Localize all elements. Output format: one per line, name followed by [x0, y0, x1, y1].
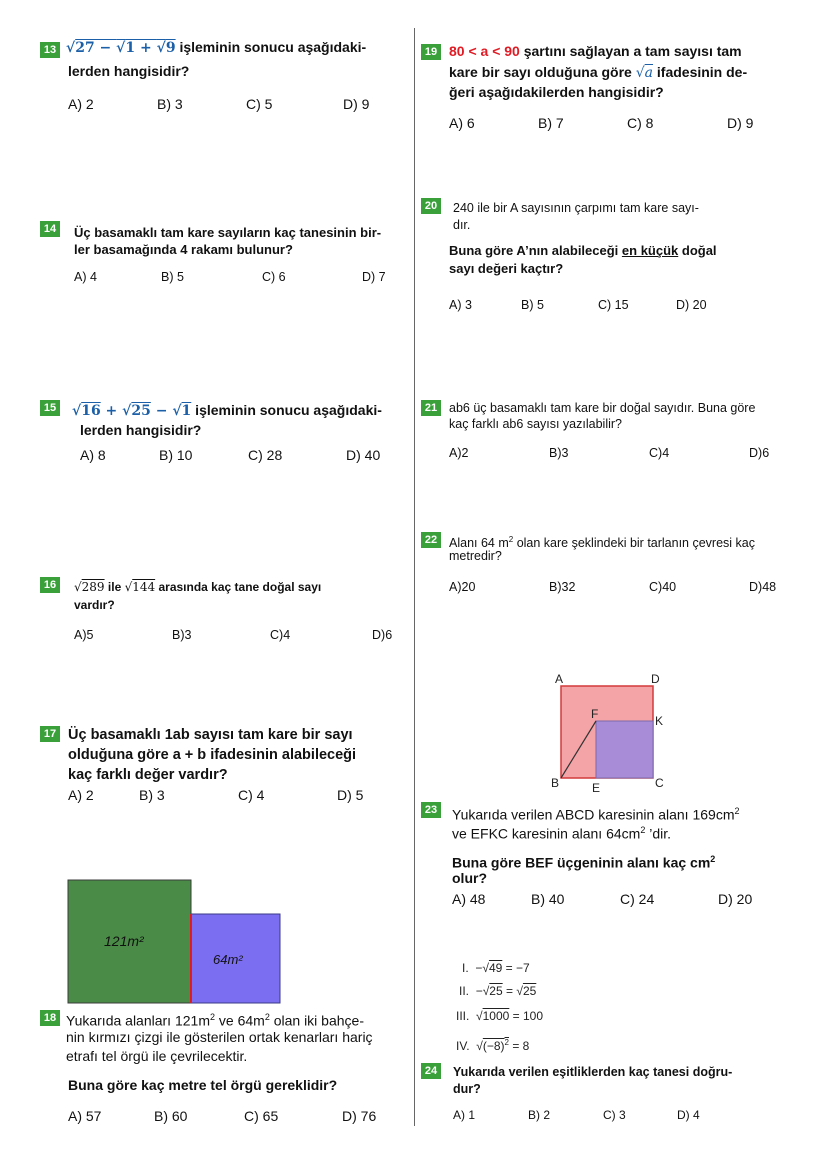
question-stem-line2: lerden hangisidir? — [68, 63, 190, 79]
expression: √16 + √25 − √1 — [72, 403, 192, 419]
option-d[interactable]: D)6 — [749, 446, 770, 460]
label-a: A — [555, 672, 564, 686]
answer-options — [68, 787, 388, 805]
small-square-label: 64m² — [213, 952, 243, 967]
option-d[interactable]: D) 4 — [677, 1108, 700, 1122]
option-c[interactable]: C) 6 — [262, 270, 286, 284]
answer-options — [453, 1108, 783, 1126]
answer-options — [449, 115, 779, 133]
option-c[interactable]: C) 65 — [244, 1108, 279, 1124]
option-a[interactable]: A) 2 — [68, 787, 94, 803]
question-stem-line2: kare bir sayı olduğuna göre √a ifadesinin de- — [449, 64, 748, 81]
option-a[interactable]: A) 3 — [449, 298, 472, 312]
answer-options — [449, 446, 779, 464]
question-stem: Üç basamaklı tam kare sayıların kaç tanesinin bir- — [74, 225, 382, 240]
label-c: C — [655, 776, 664, 790]
question-number: 24 — [421, 1063, 441, 1079]
question-stem: Üç basamaklı 1ab sayısı tam kare bir sayı — [68, 727, 353, 743]
question-stem: Yukarıda verilen eşitliklerden kaç tanesi doğru- — [453, 1065, 733, 1079]
question-prompt-line2: sayı değeri kaçtır? — [449, 261, 564, 276]
option-a[interactable]: A) 57 — [68, 1108, 102, 1124]
option-a[interactable]: A)2 — [449, 446, 469, 460]
question-stem-line2: ve EFKC karesinin alanı $64cm^2$ ’dir. — [452, 825, 672, 842]
option-c[interactable]: C) 28 — [248, 447, 283, 463]
gardens-figure — [66, 878, 286, 1008]
label-f: F — [591, 707, 599, 721]
question-stem-line2: metredir? — [449, 549, 502, 563]
option-d[interactable]: D) 20 — [718, 891, 753, 907]
answer-options — [68, 96, 398, 114]
big-square-label: 121m² — [104, 933, 144, 949]
question-stem-line2: vardır? — [74, 598, 115, 612]
option-a[interactable]: A) 4 — [74, 270, 97, 284]
question-prompt-line2: olur? — [452, 870, 487, 886]
option-a[interactable]: A) 2 — [68, 96, 94, 112]
option-b[interactable]: B) 2 — [528, 1108, 551, 1122]
question-number: 18 — [40, 1010, 60, 1026]
statement-3: III. √1000 = 100 — [456, 1009, 544, 1023]
option-b[interactable]: B) 7 — [538, 115, 564, 131]
label-b: B — [551, 776, 560, 790]
option-d[interactable]: D) 5 — [337, 787, 364, 803]
option-c[interactable]: C) 8 — [627, 115, 654, 131]
option-b[interactable]: B) 5 — [521, 298, 544, 312]
option-c[interactable]: C)40 — [649, 580, 677, 594]
option-a[interactable]: A) 48 — [452, 891, 486, 907]
option-c[interactable]: C) 24 — [620, 891, 655, 907]
question-stem-line3: ğeri aşağıdakilerden hangisidir? — [449, 84, 664, 100]
option-a[interactable]: A)5 — [74, 628, 94, 642]
question-stem-line2: lerden hangisidir? — [80, 422, 202, 438]
question-stem: Alanı 64 $m^2$ olan kare şeklindeki bir tarlanın çevresi kaç — [449, 535, 755, 551]
question-stem: Yukarıda verilen ABCD karesinin alanı $169cm^2$ — [452, 806, 740, 823]
answer-options — [80, 447, 400, 465]
question-prompt: Buna göre kaç metre tel örgü gereklidir? — [68, 1077, 338, 1093]
option-b[interactable]: B)3 — [172, 628, 192, 642]
option-b[interactable]: B)3 — [549, 446, 569, 460]
option-d[interactable]: D)48 — [749, 580, 777, 594]
question-stem-line2: dur? — [453, 1082, 481, 1096]
question-number: 15 — [40, 400, 60, 416]
question-number: 23 — [421, 802, 441, 818]
answer-options — [449, 298, 779, 316]
question-number: 13 — [40, 42, 60, 58]
option-b[interactable]: B) 3 — [139, 787, 165, 803]
option-d[interactable]: D) 7 — [362, 270, 386, 284]
question-stem-line3: etrafı tel örgü ile çevrilecektir. — [66, 1048, 248, 1064]
statement-1: I. −√49 = −7 — [462, 961, 530, 975]
option-a[interactable]: A) 1 — [453, 1108, 476, 1122]
question-stem-line2: ler basamağında 4 rakamı bulunur? — [74, 242, 293, 257]
question-stem: 240 ile bir A sayısının çarpımı tam kare sayı- — [453, 201, 699, 215]
label-e: E — [592, 781, 601, 795]
option-b[interactable]: B) 5 — [161, 270, 184, 284]
option-c[interactable]: C) 15 — [598, 298, 629, 312]
question-number: 19 — [421, 44, 441, 60]
answer-options — [74, 628, 394, 646]
question-number: 17 — [40, 726, 60, 742]
option-a[interactable]: A) 6 — [449, 115, 475, 131]
option-d[interactable]: D) 20 — [676, 298, 707, 312]
option-b[interactable]: B) 10 — [159, 447, 193, 463]
question-number: 21 — [421, 400, 441, 416]
question-stem: ab6 üç basamaklı tam kare bir doğal sayıdır. Buna göre — [449, 401, 756, 415]
option-c[interactable]: C) 5 — [246, 96, 273, 112]
question-stem-line2: nin kırmızı çizgi ile gösterilen ortak kenarları hariç — [66, 1029, 373, 1045]
column-divider — [414, 28, 415, 1126]
question-number: 14 — [40, 221, 60, 237]
question-prompt: Buna göre A’nın alabileceği en küçük doğal — [449, 243, 717, 258]
question-stem-line2: kaç farklı ab6 sayısı yazılabilir? — [449, 417, 622, 431]
question-stem: 80 < a < 90 şartını sağlayan a tam sayısı tam — [449, 43, 742, 59]
option-d[interactable]: D) 9 — [727, 115, 754, 131]
question-stem: Yukarıda alanları $121m^2$ ve $64m^2$ olan iki bahçe- — [66, 1012, 364, 1029]
option-c[interactable]: C)4 — [649, 446, 670, 460]
square-efkc — [596, 721, 653, 778]
option-c[interactable]: C)4 — [270, 628, 291, 642]
question-stem-line2: olduğuna göre a + b ifadesinin alabileceği — [68, 747, 357, 763]
question-number: 20 — [421, 198, 441, 214]
answer-options — [74, 270, 394, 288]
question-stem-line2: dır. — [453, 218, 471, 232]
expression: √289 — [74, 580, 105, 594]
option-b[interactable]: B)32 — [549, 580, 576, 594]
option-a[interactable]: A) 8 — [80, 447, 106, 463]
question-stem-line3: kaç farklı değer vardır? — [68, 767, 228, 783]
option-b[interactable]: B) 3 — [157, 96, 183, 112]
option-d[interactable]: D)6 — [372, 628, 393, 642]
statement-2: II. −√25 = √25 — [459, 984, 537, 998]
answer-options — [68, 1108, 388, 1126]
answer-options — [449, 580, 779, 598]
answer-options — [452, 891, 782, 909]
label-d: D — [651, 672, 660, 686]
question-number: 16 — [40, 577, 60, 593]
question-stem: √27 − √1 + √9 işleminin sonucu aşağıdaki- — [66, 39, 367, 56]
option-d[interactable]: D) 9 — [343, 96, 370, 112]
question-stem: √289 ile √144 arasında kaç tane doğal sayı — [74, 580, 322, 594]
question-prompt: Buna göre BEF üçgeninin alanı kaç $cm^2$ — [452, 854, 716, 871]
label-k: K — [655, 714, 664, 728]
option-c[interactable]: C) 3 — [603, 1108, 626, 1122]
option-c[interactable]: C) 4 — [238, 787, 265, 803]
statement-4: IV. $√(-8)^2 = 8$ — [456, 1038, 530, 1053]
expression: √27 − √1 + √9 — [66, 40, 176, 56]
option-d[interactable]: D) 40 — [346, 447, 381, 463]
option-a[interactable]: A)20 — [449, 580, 476, 594]
question-stem: √16 + √25 − √1 işleminin sonucu aşağıdaki- — [72, 402, 382, 419]
option-d[interactable]: D) 76 — [342, 1108, 377, 1124]
option-b[interactable]: B) 60 — [154, 1108, 188, 1124]
question-number: 22 — [421, 532, 441, 548]
squares-figure — [545, 670, 675, 796]
option-b[interactable]: B) 40 — [531, 891, 565, 907]
